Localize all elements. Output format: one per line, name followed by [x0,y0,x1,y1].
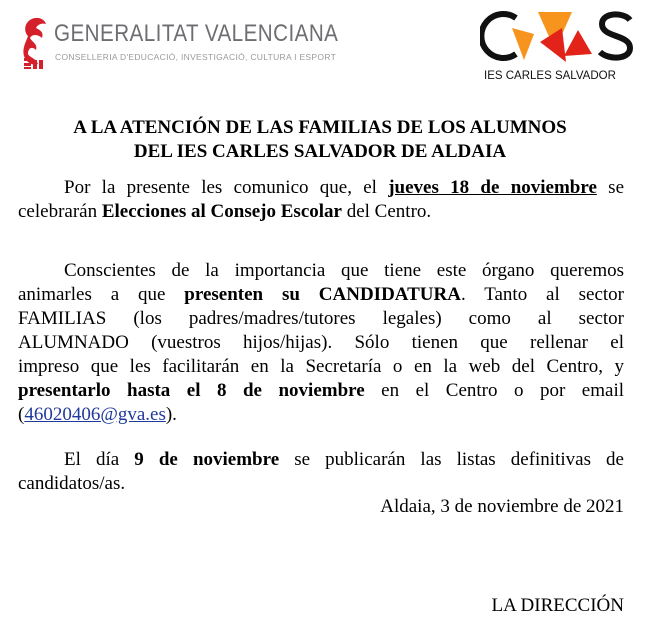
ies-cas-logo-icon [480,4,640,70]
election-date: jueves 18 de noviembre [388,177,597,198]
text-span: animarles a que [18,284,185,305]
paragraph-line: FAMILIAS (los padres/madres/tutores legales) como al sector [18,308,624,329]
notice-title [0,116,640,164]
paragraph-line: candidatos/as. [18,473,126,494]
text-span: se publicarán las listas definitivas de [279,449,624,470]
ies-caption: IES CARLES SALVADOR [484,70,616,82]
text-span: celebrarán [18,201,102,222]
signature: LA DIRECCIÓN [491,595,624,616]
email-link[interactable]: 46020406@gva.es [24,404,166,425]
place-and-date: Aldaia, 3 de noviembre de 2021 [380,496,624,517]
text-span: ( [18,404,25,425]
text-span: . Tanto al sector [460,284,624,305]
paragraph-lists [18,448,624,496]
text-span: ). [165,404,177,425]
paragraph-line [18,200,624,224]
paragraph-line [18,283,624,307]
text-span: se [596,177,625,198]
paragraph-line [18,403,624,427]
conselleria-name: CONSELLERIA D'EDUCACIÓ, INVESTIGACIÓ, CULTURA I ESPORT [55,52,337,62]
ies-logo [480,4,640,90]
generalitat-name: GENERALITAT VALENCIANA [54,20,339,47]
lists-date: 9 de noviembre [134,449,280,470]
text-span: del Centro. [341,201,432,222]
paragraph-line [18,379,624,403]
generalitat-logo [22,14,339,74]
title-line-1: A LA ATENCIÓN DE LAS FAMILIAS DE LOS ALUMNOS [73,117,567,138]
generalitat-emblem-icon [22,14,52,70]
text-span: Conscientes de la importancia que tiene este órgano queremos [64,260,624,281]
text-span: Por la presente les comunico que, el [64,177,389,198]
title-line-2: DEL IES CARLES SALVADOR DE ALDAIA [133,141,507,162]
paragraph-elections [18,176,624,224]
deadline: presentarlo hasta el 8 de noviembre [18,380,365,401]
paragraph-line [18,176,624,200]
paragraph-line: impreso que les facilitarán en la Secretaría o en la web del Centro, y [18,356,624,377]
paragraph-candidacy [18,259,624,427]
paragraph-line [18,448,624,472]
paragraph-line: ALUMNADO (vuestros hijos/hijas). Sólo tienen que rellenar el [18,332,624,353]
paragraph-line [18,259,624,283]
text-span: El día [64,449,135,470]
text-span: en el Centro o por email [364,380,624,401]
candidacy-call: presenten su CANDIDATURA [184,284,461,305]
elections-name: Elecciones al Consejo Escolar [101,201,342,222]
